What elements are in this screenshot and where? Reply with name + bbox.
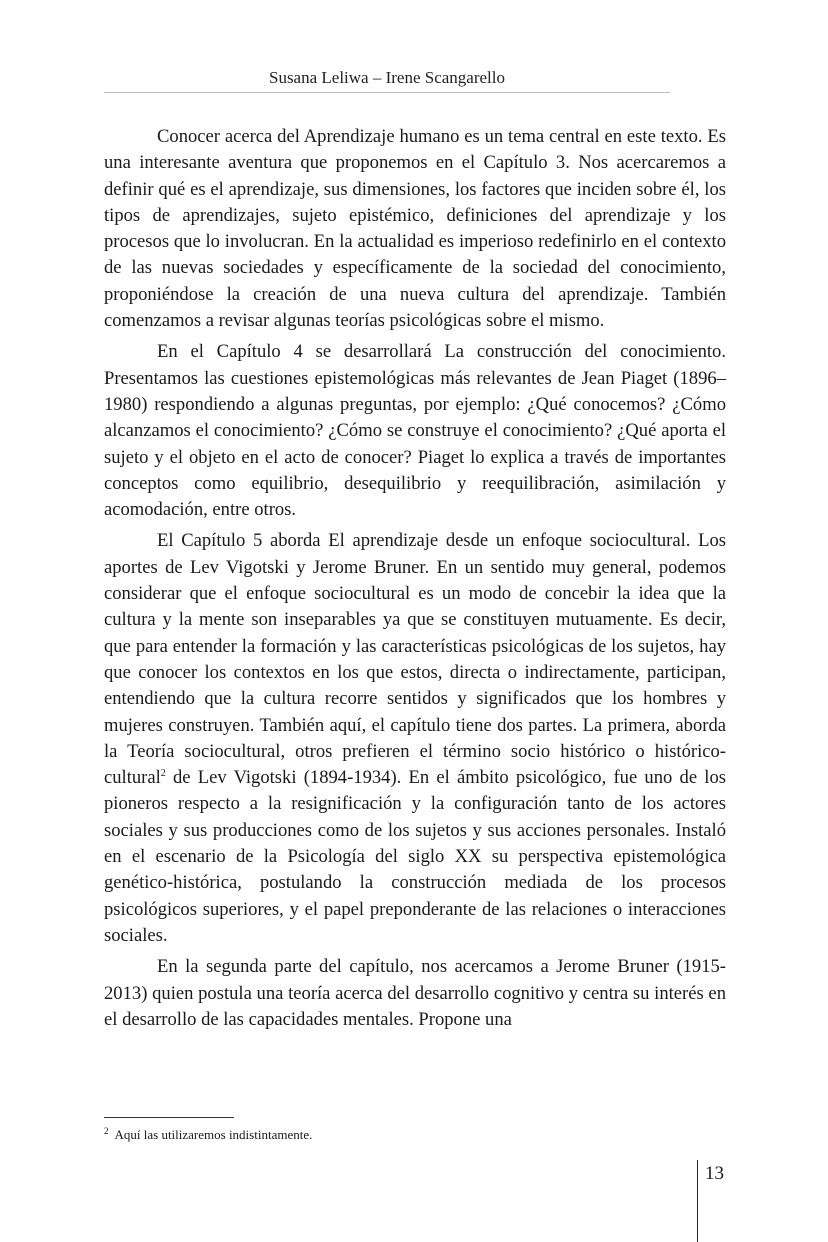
paragraph-chapter-5 <box>104 528 726 949</box>
footnote-reference[interactable]: 2 <box>160 767 166 779</box>
running-header: Susana Leliwa – Irene Scangarello <box>268 68 506 87</box>
footnote-divider <box>104 1117 234 1118</box>
paragraph-chapter-5-part-2: de Lev Vigotski (1894-1934). En el ámbito psicológico, fue uno de los pioneros respecto a la resignificación y la configuración tanto de los actores sociales y sus producciones como de los sujetos y sus acciones personales. Instaló en el escenario de la Psicología del siglo XX su perspectiva epistemológica genético-histórica, postulando la construcción mediada de los procesos psicológicos superiores, y el papel preponderante de las relaciones o interacciones sociales. <box>104 767 726 946</box>
paragraph-chapter-3: Conocer acerca del Aprendizaje humano es un tema central en este texto. Es una interesante aventura que proponemos en el Capítulo 3. Nos acercaremos a definir qué es el aprendizaje, sus dimensiones, los factores que inciden sobre él, los tipos de aprendizajes, sujeto epistémico, definiciones del aprendizaje y los procesos que lo involucran. En la actualidad es imperioso redefinirlo en el contexto de las nuevas sociedades y específicamente de la sociedad del conocimiento, proponiéndose la creación de una nueva cultura del aprendizaje. También comenzamos a revisar algunas teorías psicológicas sobre el mismo. <box>104 126 726 332</box>
page-number-rule <box>697 1160 698 1242</box>
page-number: 13 <box>705 1163 724 1184</box>
paragraph-bruner: En la segunda parte del capítulo, nos acercamos a Jerome Bruner (1915- 2013) quien postula una teoría acerca del desarrollo cognitivo y centra su interés en el desarrollo de las capacidades mentales. Propone una <box>104 956 726 1030</box>
footnote <box>104 1126 664 1143</box>
footnote-number: 2 <box>104 1125 109 1136</box>
footnote-text: Aquí las utilizaremos indistintamente. <box>114 1127 313 1142</box>
paragraph-chapter-4: En el Capítulo 4 se desarrollará La construcción del conocimiento. Presentamos las cuestiones epistemológicas más relevantes de Jean Piaget (1896–1980) respondiendo a algunas preguntas, por ejemplo: ¿Qué conocemos? ¿Cómo alcanzamos el conocimiento? ¿Cómo se construye el conocimiento? ¿Qué aporta el sujeto y el objeto en el acto de conocer? Piaget lo explica a través de importantes conceptos como equilibrio, desequilibrio y reequilibración, asimilación y acomodación, entre otros. <box>104 341 726 521</box>
paragraph-chapter-5-part-1: El Capítulo 5 aborda El aprendizaje desde un enfoque sociocultural. Los aportes de Lev Vigotski y Jerome Bruner. En un sentido muy general, podemos considerar que el enfoque sociocultural es un modo de concebir la idea que la cultura y la mente son inseparables ya que se constituyen mutuamente. Es decir, que para entender la formación y las características psicológicas de los sujetos, hay que conocer los contextos en los que estos, directa o indirectamente, participan, entendiendo que la cultura recorre sentidos y significados que los hombres y mujeres construyen. También aquí, el capítulo tiene dos partes. La primera, aborda la Teoría sociocultural, otros prefieren el término socio histórico o histórico-cultural <box>104 530 726 789</box>
body-text <box>104 124 726 1038</box>
header-divider <box>104 92 670 93</box>
